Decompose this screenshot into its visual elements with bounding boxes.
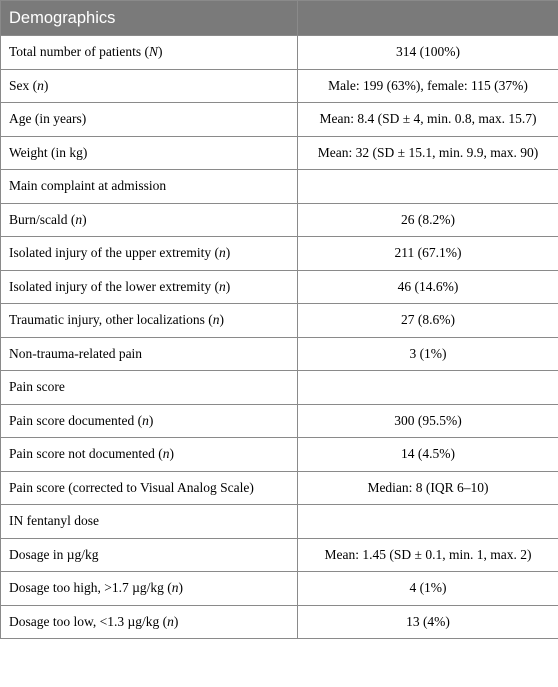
row-variable: n (37, 77, 44, 93)
row-value: Mean: 1.45 (SD ± 0.1, min. 1, max. 2) (298, 538, 558, 572)
row-label-cell (1, 136, 298, 170)
row-label-cell (1, 505, 298, 539)
row-variable: n (167, 613, 174, 629)
table-row (1, 203, 558, 237)
row-variable: n (75, 211, 83, 227)
row-value: 4 (1%) (298, 572, 558, 606)
table-row (1, 337, 558, 371)
row-label-cell (1, 337, 298, 371)
row-label-cell: Pain score documented (n) (1, 404, 298, 438)
table-row (1, 36, 558, 70)
row-label: Total number of patients (9, 44, 142, 60)
table-row (1, 103, 558, 137)
table-row (1, 538, 558, 572)
row-label-cell: Isolated injury of the upper extremity (n) (1, 237, 298, 271)
row-label: IN fentanyl dose (9, 513, 99, 529)
table-row (1, 605, 558, 639)
table-header (1, 1, 558, 36)
row-label-cell: Dosage too high, >1.7 µg/kg (n) (1, 572, 298, 606)
row-label-cell: Burn/scald (n) (1, 203, 298, 237)
row-value: 46 (14.6%) (298, 270, 558, 304)
row-variable: n (162, 446, 170, 462)
row-label: Weight (in kg) (9, 144, 88, 160)
row-label-cell (1, 371, 298, 405)
row-variable: n (218, 278, 226, 294)
row-label-cell: Total number of patients (N) (1, 36, 298, 70)
table-row (1, 69, 558, 103)
row-label-cell: Sex (n) (1, 69, 298, 103)
row-value: 26 (8.2%) (298, 203, 558, 237)
row-label-cell: Isolated injury of the lower extremity (n) (1, 270, 298, 304)
row-label-cell: Traumatic injury, other localizations (n) (1, 304, 298, 338)
row-label: Burn/scald (9, 211, 68, 227)
row-value: Mean: 8.4 (SD ± 4, min. 0.8, max. 15.7) (298, 103, 558, 137)
row-label-cell: Pain score not documented (n) (1, 438, 298, 472)
table-row (1, 170, 558, 204)
row-value: Mean: 32 (SD ± 15.1, min. 9.9, max. 90) (298, 136, 558, 170)
row-value: 211 (67.1%) (298, 237, 558, 271)
row-label-cell (1, 103, 298, 137)
row-label: Dosage too high, >1.7 µg/kg (9, 580, 164, 596)
table-row (1, 505, 558, 539)
row-value (298, 371, 558, 405)
table-row (1, 237, 558, 271)
row-label: Sex (9, 77, 30, 93)
row-value: Male: 199 (63%), female: 115 (37%) (298, 69, 558, 103)
row-label: Isolated injury of the upper extremity (9, 245, 212, 261)
row-label-cell (1, 471, 298, 505)
row-label: Pain score not documented (9, 446, 155, 462)
row-value (298, 505, 558, 539)
row-label: Pain score (corrected to Visual Analog Scale) (9, 479, 254, 495)
row-label: Pain score (9, 379, 65, 395)
row-label: Traumatic injury, other localizations (9, 312, 205, 328)
row-value: 300 (95.5%) (298, 404, 558, 438)
table-row (1, 572, 558, 606)
table-body (1, 36, 558, 639)
table-row (1, 371, 558, 405)
row-value (298, 170, 558, 204)
row-variable: n (171, 580, 179, 596)
row-value: 314 (100%) (298, 36, 558, 70)
row-value: 3 (1%) (298, 337, 558, 371)
table-row (1, 471, 558, 505)
row-label: Isolated injury of the lower extremity (9, 278, 212, 294)
row-value: 27 (8.6%) (298, 304, 558, 338)
row-label: Main complaint at admission (9, 178, 167, 194)
table-row (1, 270, 558, 304)
row-label: Non-trauma-related pain (9, 345, 143, 361)
row-variable: n (142, 412, 149, 428)
row-label-cell: Dosage too low, <1.3 µg/kg (n) (1, 605, 298, 639)
row-label: Dosage too low, <1.3 µg/kg (9, 613, 160, 629)
row-value: Median: 8 (IQR 6–10) (298, 471, 558, 505)
header-value (298, 1, 558, 36)
row-label: Pain score documented (9, 412, 135, 428)
row-label: Dosage in µg/kg (9, 546, 99, 562)
row-value: 14 (4.5%) (298, 438, 558, 472)
row-label-cell (1, 170, 298, 204)
table-row (1, 438, 558, 472)
row-variable: N (149, 44, 159, 60)
row-label-cell (1, 538, 298, 572)
header-row (1, 1, 558, 36)
header-demographics: Demographics (1, 1, 298, 36)
row-value: 13 (4%) (298, 605, 558, 639)
row-variable: n (212, 312, 220, 328)
table-row (1, 304, 558, 338)
row-variable: n (218, 245, 226, 261)
table-row (1, 136, 558, 170)
row-label: Age (in years) (9, 111, 87, 127)
table-row (1, 404, 558, 438)
